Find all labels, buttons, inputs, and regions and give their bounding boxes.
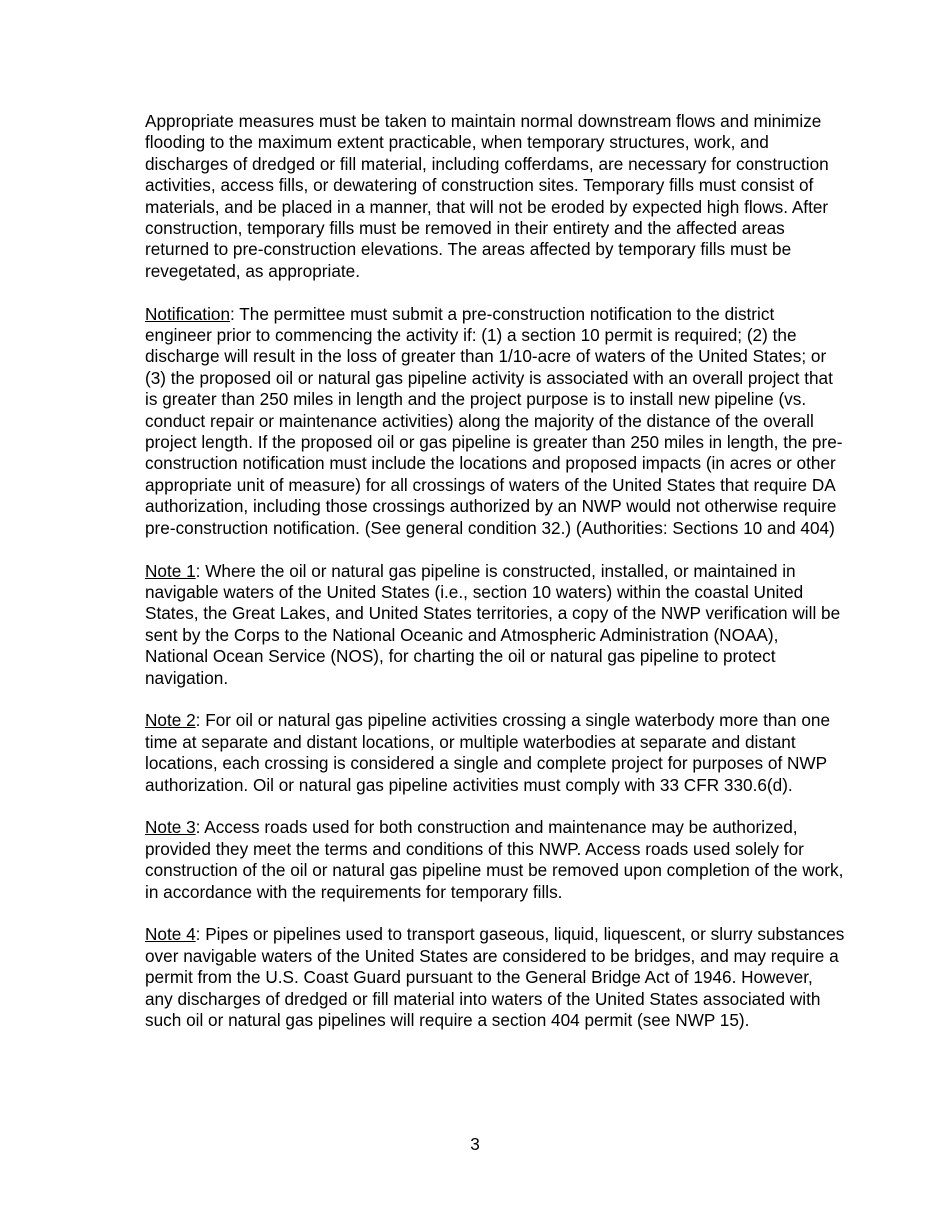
page-number: 3 [470, 1134, 480, 1154]
paragraph-note-1 [145, 561, 845, 689]
notification-label: Notification [145, 303, 231, 324]
paragraph-text: Appropriate measures must be taken to maintain normal downstream flows and minimize flooding to the maximum extent practicable, when temporary structures, work, and discharges of dredged or fill material, including cofferdams, are necessary for construction activities, access fills, or dewatering of construction sites. Temporary fills must consist of materials, and be placed in a manner, that will not be eroded by expected high flows. After construction, temporary fills must be removed in their entirety and the affected areas returned to pre-construction elevations. The areas affected by temporary fills must be revegetated, as appropriate. [145, 111, 829, 281]
note-2-label: Note 2 [145, 710, 196, 731]
paragraph-text: : Where the oil or natural gas pipeline is constructed, installed, or maintained in navigable waters of the United States (i.e., section 10 waters) within the coastal United States, the Great Lakes, and United States territories, a copy of the NWP verification will be sent by the Corps to the National Oceanic and Atmospheric Administration (NOAA), National Ocean Service (NOS), for charting the oil or natural gas pipeline to protect navigation. [145, 560, 841, 688]
paragraph-note-4 [145, 924, 845, 1031]
document-body [145, 111, 845, 1031]
paragraph-notification [145, 304, 845, 539]
note-4-label: Note 4 [145, 924, 196, 945]
note-3-label: Note 3 [145, 817, 196, 838]
paragraph-text: : The permittee must submit a pre-construction notification to the district engineer prior to commencing the activity if: (1) a section 10 permit is required; (2) the discharge will result in the loss of greater than 1/10-acre of waters of the United States; or (3) the proposed oil or natural gas pipeline activity is associated with an overall project that is greater than 250 miles in length and the project purpose is to install new pipeline (vs. conduct repair or maintenance activities) along the majority of the distance of the overall project length. If the proposed oil or gas pipeline is greater than 250 miles in length, the pre-construction notification must include the locations and proposed impacts (in acres or other appropriate unit of measure) for all crossings of waters of the United States that require DA authorization, including those crossings authorized by an NWP would not otherwise require pre-construction notification. (See general condition 32.) (Authorities: Sections 10 and 404) [145, 303, 843, 538]
note-1-label: Note 1 [145, 560, 196, 581]
paragraph-text: : Pipes or pipelines used to transport gaseous, liquid, liquescent, or slurry substances over navigable waters of the United States are considered to be bridges, and may require a permit from the U.S. Coast Guard pursuant to the General Bridge Act of 1946. However, any discharges of dredged or fill material into waters of the United States associated with such oil or natural gas pipelines will require a section 404 permit (see NWP 15). [145, 924, 845, 1030]
paragraph-text: : For oil or natural gas pipeline activities crossing a single waterbody more than one time at separate and distant locations, or multiple waterbodies at separate and distant locations, each crossing is considered a single and complete project for purposes of NWP authorization. Oil or natural gas pipeline activities must comply with 33 CFR 330.6(d). [145, 710, 831, 795]
paragraph-temporary-fills [145, 111, 845, 282]
paragraph-note-3 [145, 817, 845, 903]
paragraph-text: : Access roads used for both construction and maintenance may be authorized, provided they meet the terms and conditions of this NWP. Access roads used solely for construction of the oil or natural gas pipeline must be removed upon completion of the work, in accordance with the requirements for temporary fills. [145, 817, 844, 902]
paragraph-note-2 [145, 710, 845, 796]
